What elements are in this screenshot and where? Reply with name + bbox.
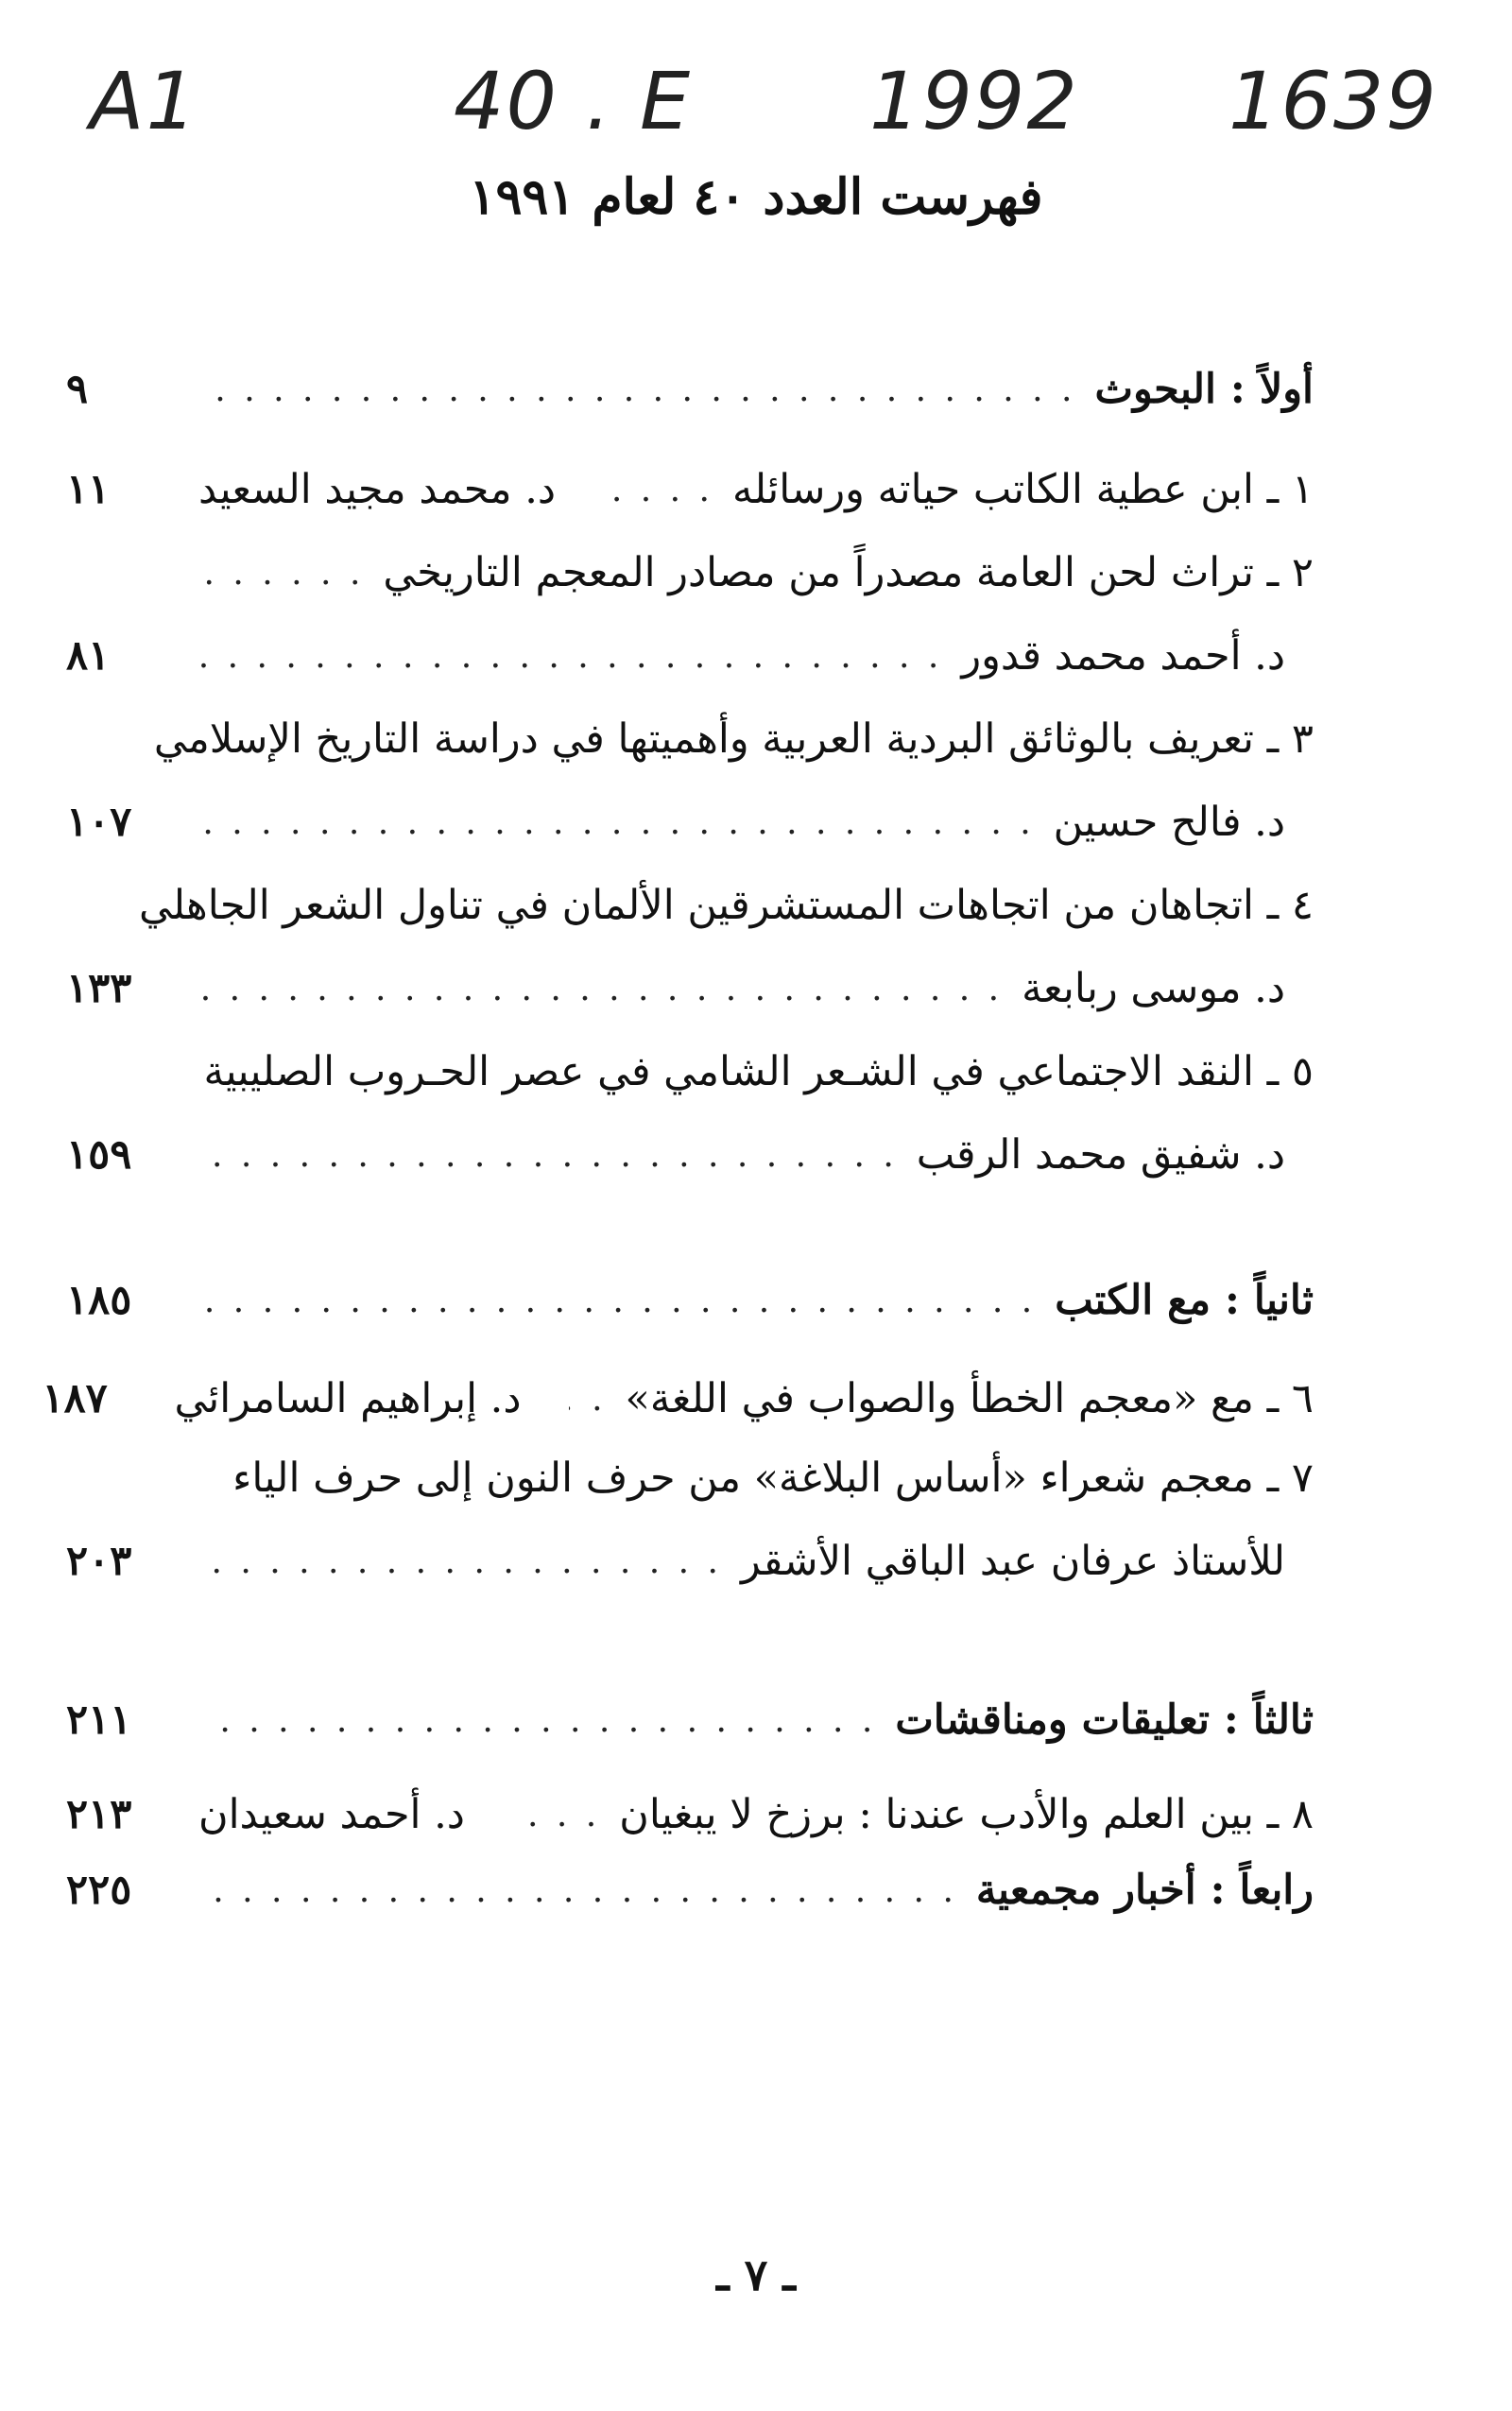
page-number: ٢٠٣	[66, 1538, 132, 1585]
toc-entry-3-author	[66, 784, 1314, 860]
toc-entry-4-title	[66, 868, 1314, 943]
handwritten-note-4: 1639	[1228, 55, 1438, 147]
entry-author: د. فالح حسين	[1053, 799, 1285, 846]
page-number: ١٣٣	[66, 965, 132, 1012]
toc-section-comments	[66, 1682, 1314, 1758]
leader-dots	[198, 1136, 898, 1175]
section-label: أولاً : البحوث	[1094, 366, 1314, 413]
toc-entry-4-author	[66, 951, 1314, 1026]
page-number: ١٥٩	[66, 1131, 132, 1179]
leader-dots	[198, 370, 1075, 409]
page-number: ٢١٣	[66, 1791, 132, 1838]
toc-section-news	[66, 1852, 1314, 1928]
toc-entry-5-author	[66, 1117, 1314, 1193]
handwritten-note-2: 40 . E	[454, 55, 693, 147]
leader-dots	[198, 803, 1035, 842]
page-number: ١٨٥	[66, 1277, 132, 1324]
entry-title: ٨ ـ بين العلم والأدب عندنا : برزخ لا يبغيان	[619, 1791, 1314, 1838]
entry-author: د. شفيق محمد الرقب	[916, 1131, 1285, 1179]
leader-dots	[198, 1871, 957, 1910]
entry-author: د. إبراهيم السامرائي	[174, 1375, 522, 1422]
entry-title: ٤ ـ اتجاهان من اتجاهات المستشرقين الألمان في تناول الشعر الجاهلي	[138, 882, 1314, 929]
toc-section-research	[66, 352, 1314, 427]
toc-entry-3-title	[66, 701, 1314, 777]
page-number: ٩	[66, 366, 89, 413]
entry-author: للأستاذ عرفان عبد الباقي الأشقر	[740, 1538, 1285, 1585]
leader-dots	[198, 1542, 722, 1581]
entry-title: ٥ ـ النقد الاجتماعي في الشـعر الشامي في عصر الحـروب الصليبية	[203, 1048, 1314, 1095]
page-number: ١٠٧	[66, 799, 132, 846]
leader-dots	[198, 1701, 876, 1740]
toc-entry-2-title	[66, 535, 1314, 611]
toc-entry-1	[66, 452, 1314, 527]
leader-dots	[603, 471, 713, 509]
entry-title: ٣ ـ تعريف بالوثائق البردية العربية وأهميتها في دراسة التاريخ الإسلامي	[153, 715, 1314, 763]
toc-entry-7-author	[66, 1524, 1314, 1599]
leader-dots	[198, 637, 942, 676]
toc-section-books	[66, 1263, 1314, 1338]
entry-author: د. أحمد محمد قدور	[961, 632, 1285, 680]
entry-title: ٦ ـ مع «معجم الخطأ والصواب في اللغة»	[625, 1375, 1314, 1422]
page-number: ٢١١	[66, 1696, 132, 1744]
page-number: ٨١	[66, 632, 111, 680]
toc-entry-6	[42, 1361, 1314, 1437]
entry-author: د. أحمد سعيدان	[198, 1791, 465, 1838]
entry-author: د. موسى ربابعة	[1022, 965, 1285, 1012]
page-number: ١١	[66, 466, 111, 513]
page-number: ٢٢٥	[66, 1867, 132, 1914]
entry-title: ١ ـ ابن عطية الكاتب حياته ورسائله	[731, 466, 1314, 513]
entry-author: د. محمد مجيد السعيد	[198, 466, 557, 513]
section-label: رابعاً : أخبار مجمعية	[975, 1867, 1314, 1914]
leader-dots	[198, 970, 1003, 1008]
leader-dots	[512, 1796, 600, 1834]
page-title: فهرست العدد ٤٠ لعام ١٩٩١	[469, 168, 1043, 226]
entry-title: ٧ ـ معجم شعراء «أساس البلاغة» من حرف النون إلى حرف الياء	[232, 1455, 1314, 1502]
toc-entry-7-title	[66, 1440, 1314, 1516]
section-label: ثانياً : مع الكتب	[1055, 1277, 1314, 1324]
section-label: ثالثاً : تعليقات ومناقشات	[895, 1696, 1314, 1744]
leader-dots	[198, 1282, 1036, 1320]
leader-dots	[198, 554, 364, 593]
page-number: ١٨٧	[42, 1375, 108, 1422]
handwritten-note-3: 1992	[869, 55, 1079, 147]
handwritten-note-1: A1	[90, 55, 198, 147]
footer-page-number: ـ ٧ ـ	[716, 2249, 796, 2300]
toc-entry-5-title	[66, 1034, 1314, 1110]
toc-entry-8	[66, 1777, 1314, 1852]
leader-dots	[569, 1380, 607, 1419]
toc-entry-2-author	[66, 618, 1314, 694]
entry-title: ٢ ـ تراث لحن العامة مصدراً من مصادر المعجم التاريخي	[383, 549, 1314, 596]
